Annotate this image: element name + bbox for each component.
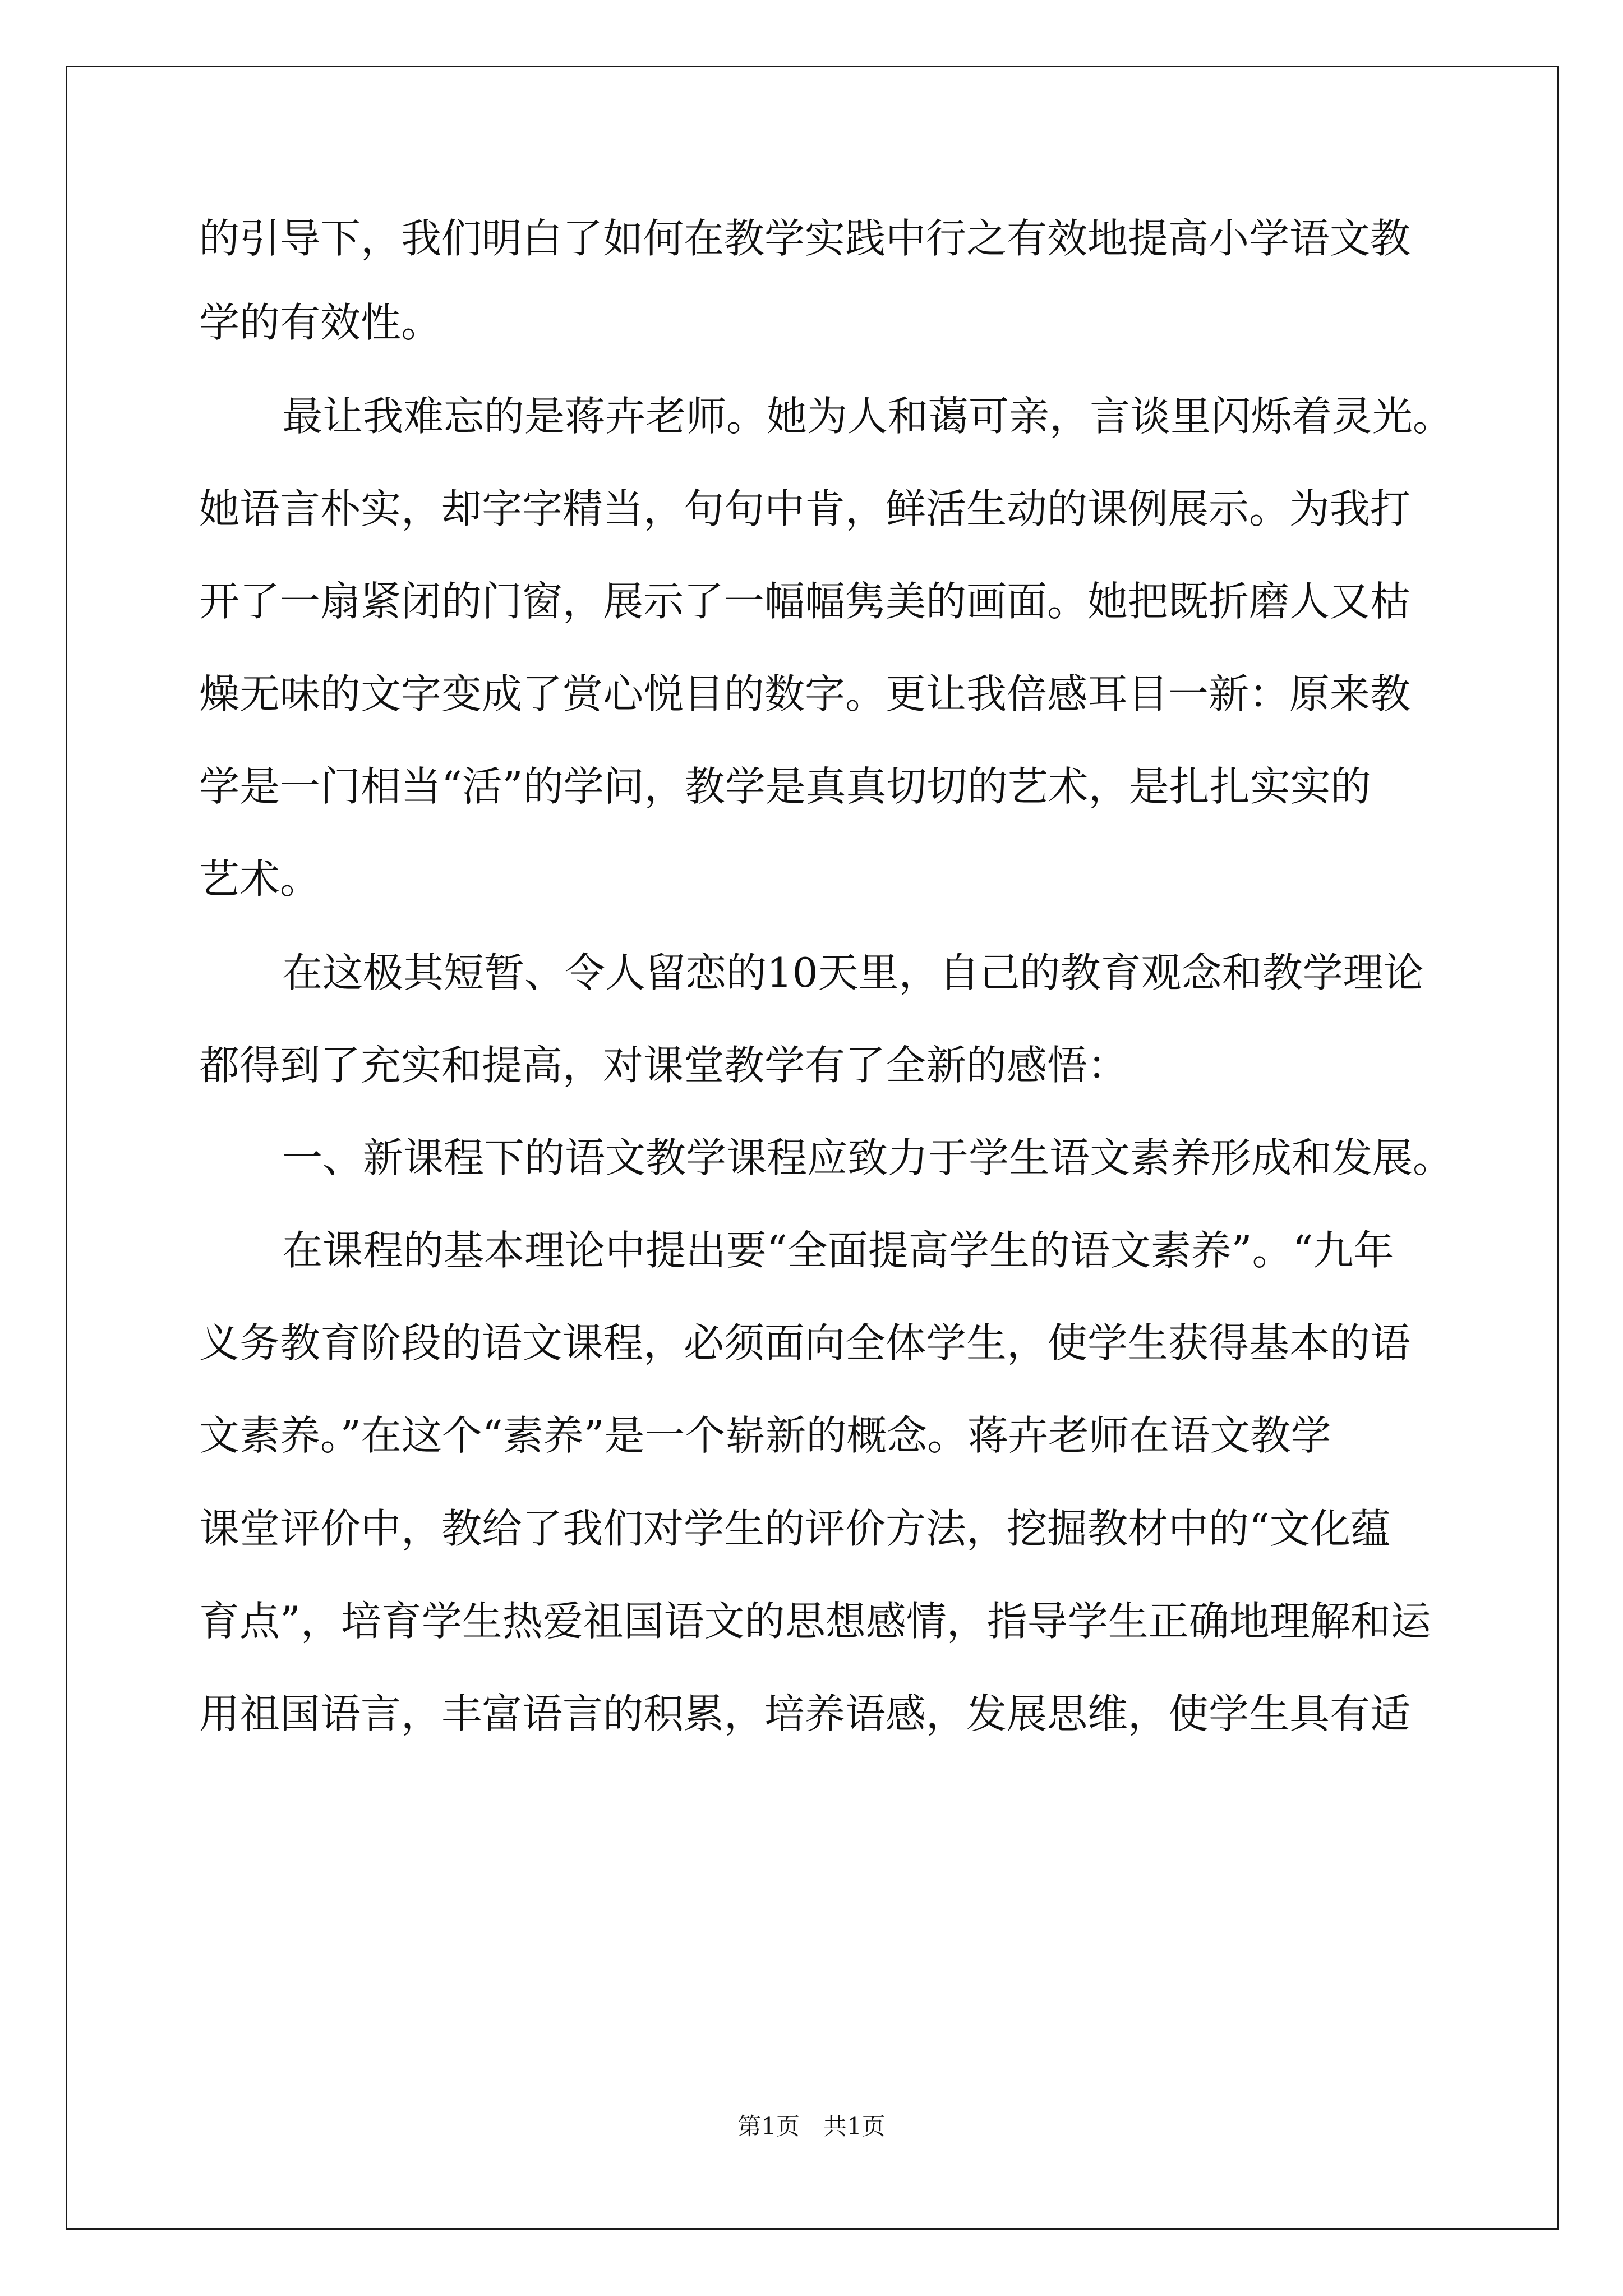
- text-line: 最让我难忘的是蒋卉老师。她为人和蔼可亲，言谈里闪烁着灵光。: [282, 393, 1454, 440]
- text-line: 文素养。”在这个“素养”是一个崭新的概念。蒋卉老师在语文教学: [199, 1412, 1331, 1459]
- text-line: 在课程的基本理论中提出要“全面提高学生的语文素养”。“九年: [282, 1227, 1394, 1274]
- text-line: 学是一门相当“活”的学问，教学是真真切切的艺术，是扎扎实实的: [199, 763, 1371, 810]
- text-line: 艺术。: [199, 855, 321, 903]
- text-line: 一、新课程下的语文教学课程应致力于学生语文素养形成和发展。: [282, 1134, 1454, 1181]
- text-line: 育点”，培育学生热爱祖国语文的思想感情，指导学生正确地理解和运: [199, 1598, 1431, 1645]
- text-line: 开了一扇紧闭的门窗，展示了一幅幅隽美的画面。她把既折磨人又枯: [199, 578, 1411, 625]
- text-line: 她语言朴实，却字字精当，句句中肯，鲜活生动的课例展示。为我打: [199, 485, 1411, 532]
- text-line: 在这极其短暂、令人留恋的10天里，自己的教育观念和教学理论: [282, 949, 1424, 996]
- text-line: 燥无味的文字变成了赏心悦目的数字。更让我倍感耳目一新：原来教: [199, 670, 1411, 717]
- text-line: 的引导下，我们明白了如何在教学实践中行之有效地提高小学语文教: [199, 215, 1411, 262]
- text-line: 学的有效性。: [199, 299, 442, 346]
- page-footer: 第1页 共1页: [737, 2113, 886, 2140]
- text-line: 都得到了充实和提高，对课堂教学有了全新的感悟：: [199, 1042, 1128, 1089]
- text-line: 课堂评价中，教给了我们对学生的评价方法，挖掘教材中的“文化蕴: [199, 1505, 1391, 1552]
- text-line: 义务教育阶段的语文课程，必须面向全体学生，使学生获得基本的语: [199, 1319, 1411, 1366]
- text-line: 用祖国语言，丰富语言的积累，培养语感，发展思维，使学生具有适: [199, 1690, 1411, 1737]
